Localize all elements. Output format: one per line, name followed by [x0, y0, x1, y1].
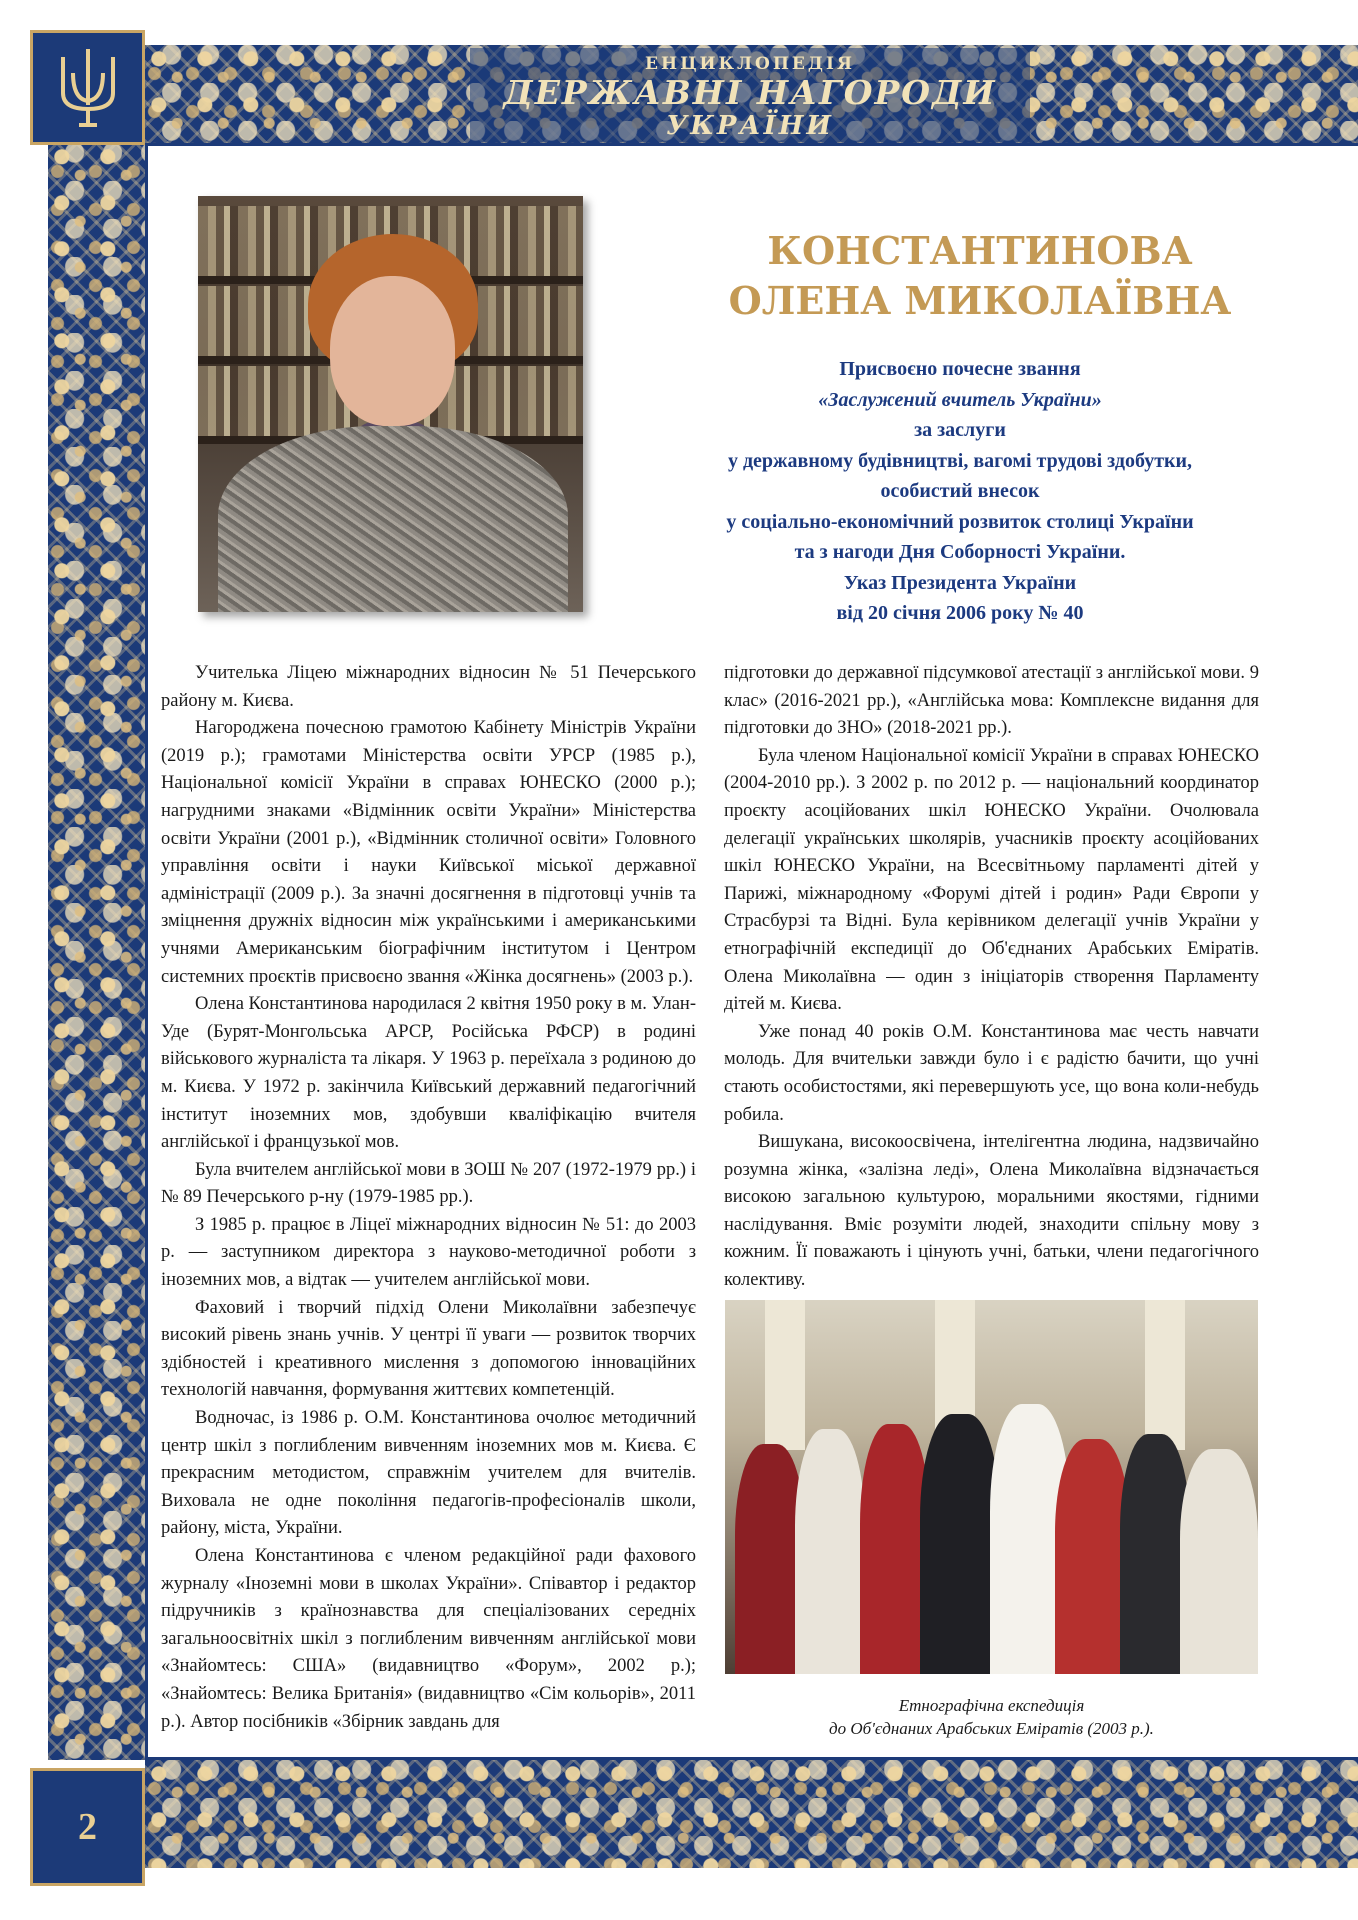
header-line-3: УКРАЇНИ [666, 111, 834, 141]
frame-line [145, 143, 1358, 146]
paragraph: Була вчителем англійської мови в ЗОШ № 207 (1972-1979 рр.) і № 89 Печерського р-ну (1979-1985 рр.). [161, 1159, 696, 1208]
paragraph: Нагороджена почесною грамотою Кабінету Міністрів України (2019 р.); грамотами Міністерства освіти УРСР (1985 р.), Національної комісії України в справах ЮНЕСКО (2000 р.); нагрудними знаками «Відмінник освіти України» Міністерства освіти України (2001 р.), «Відмінник столичної освіти» Головного управління освіти і науки Київської міської державної адміністрації (2009 р.). За значні досягнення в підготовці учнів та зміцнення дружніх відносин між українськими і американськими учнями Американським біографічним інститутом і Центром системних проєктів присвоєно звання «Жінка досягнень» (2003 р.). [161, 718, 696, 987]
photo-caption [725, 1694, 1258, 1740]
paragraph: Водночас, із 1986 р. О.М. Константинова очолює методичний центр шкіл з поглибленим вивченням іноземних мов м. Києва. Є прекрасним методистом, справжнім учителем для вчителів. Виховала не одне покоління педагогів-професіоналів школи, району, міста, України. [161, 1408, 696, 1539]
paragraph: Олена Константинова є членом редакційної ради фахового журналу «Іноземні мови в школах України». Співавтор і редактор підручників з країнознавства для спеціалізованих середніх загальноосвітніх шкіл з поглибленим вивченням англійської мови «Знайомтесь: США» (видавництво «Форум», 2002 р.); «Знайомтесь: Велика Британія» (видавництво «Сім кольорів», 2011 р.). Автор посібників «Збірник завдань для [161, 1546, 696, 1732]
paragraph: Була членом Національної комісії України в справах ЮНЕСКО (2004-2010 рр.). З 2002 р. по 2012 р. — національний координатор проєкту асоційованих шкіл ЮНЕСКО України. Очолювала делегації українських школярів, учасників проєкту асоційованих шкіл ЮНЕСКО України, на Всесвітньому парламенті дітей у Парижі, міжнародному «Форумі дітей і родин» Ради Європи у Страсбурзі та Відні. Була керівником делегації учнів України у етнографічній експедиції до Об'єднаних Арабських Еміратів. Олена Миколаївна — один з ініціаторів створення Парламенту дітей м. Києва. [724, 745, 1259, 1015]
header-line-1: ЕНЦИКЛОПЕДІЯ [645, 54, 855, 74]
emblem-box [30, 30, 145, 145]
ornament-left-border [48, 143, 145, 1760]
award-line: Указ Президента України [843, 571, 1077, 594]
ornament-bottom-border [145, 1760, 1358, 1868]
paragraph-continuation: підготовки до державної підсумкової атестації з англійської мови. 9 клас» (2016-2021 рр.), «Англійська мова: Комплексне видання для підготовки до ЗНО» (2018-2021 рр.). [724, 663, 1259, 739]
person-given-names: ОЛЕНА МИКОЛАЇВНА [728, 278, 1232, 323]
page-number: 2 [30, 1768, 145, 1886]
paragraph: Фаховий і творчий підхід Олени Миколаївни забезпечує високий рівень знань учнів. У центрі її уваги — розвиток творчих здібностей і креативного мислення з допомогою інноваційних технологій навчання, формування життєвих компетенцій. [161, 1297, 696, 1401]
paragraph: Олена Константинова народилася 2 квітня 1950 року в м. Улан-Уде (Бурят-Монгольська АРСР, Російська РФСР) в родині військового журналіста та лікаря. У 1963 р. переїхала з родиною до м. Києва. У 1972 р. закінчила Київський державний педагогічний інститут іноземних мов, здобувши кваліфікацію вчителя англійської і французької мов. [161, 994, 696, 1153]
award-line: та з нагоди Дня Соборності України. [794, 541, 1126, 563]
person-surname: КОНСТАНТИНОВА [767, 228, 1193, 273]
frame-line [145, 1757, 1358, 1760]
frame-line [145, 143, 148, 1760]
caption-line: Етнографічна експедиція [898, 1696, 1085, 1715]
award-text [640, 354, 1280, 629]
paragraph: Вишукана, високоосвічена, інтелігентна людина, надзвичайно розумна жінка, «залізна леді», Олена Миколаївна відзначається високою загальною культурою, моральними якостями, гідними наслідування. Вміє розуміти людей, знаходити спільну мову з кожним. Її поважають і цінують учні, батьки, члени педагогічного колективу. [724, 1132, 1259, 1291]
paragraph: З 1985 р. працює в Ліцеї міжнародних відносин № 51: до 2003 р. — заступником директора з науково-методичної роботи з іноземних мов, а відтак — учителем англійської мови. [161, 1214, 696, 1291]
header-line-2: ДЕРЖАВНІ НАГОРОДИ [503, 73, 997, 112]
award-line: особистий внесок [880, 480, 1040, 502]
portrait-photo [198, 196, 583, 612]
group-photo [725, 1300, 1258, 1674]
award-line: у соціально-економічний розвиток столиці України [726, 510, 1194, 533]
award-line: за заслуги [914, 419, 1006, 441]
caption-line: до Об'єднаних Арабських Еміратів (2003 р.). [829, 1719, 1154, 1738]
award-line: у державному будівництві, вагомі трудові здобутки, [727, 449, 1193, 472]
award-line: від 20 січня 2006 року № 40 [836, 602, 1084, 624]
encyclopedia-header [470, 48, 1030, 142]
trident-icon [53, 43, 123, 133]
paragraph: Учителька Ліцею міжнародних відносин № 51 Печерського району м. Києва. [161, 663, 696, 711]
award-line: Присвоєно почесне звання [839, 358, 1081, 380]
left-column [161, 660, 696, 1736]
right-column [724, 660, 1259, 1295]
award-line: «Заслужений вчитель України» [818, 388, 1102, 411]
person-name [680, 226, 1280, 326]
paragraph: Уже понад 40 років О.М. Константинова має честь навчати молодь. Для вчительки завжди було і є радістю бачити, що учні стають особистостями, які перевершують усе, що вона коли-небудь робила. [724, 1021, 1259, 1125]
